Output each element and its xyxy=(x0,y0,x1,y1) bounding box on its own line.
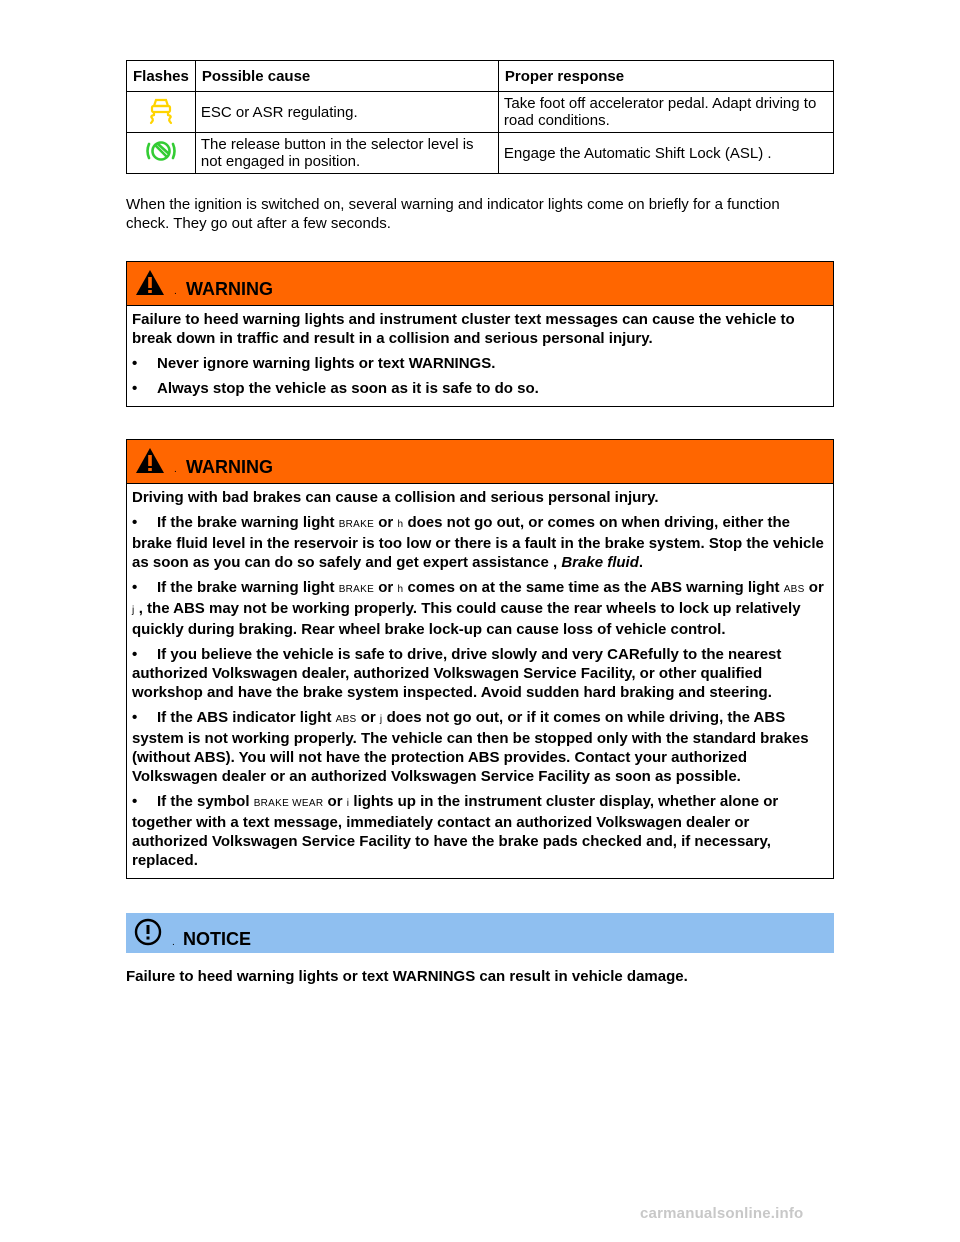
abs-symbol: ABS xyxy=(335,714,357,725)
bullet-icon: • xyxy=(132,514,138,531)
text: or xyxy=(374,579,398,596)
text: or xyxy=(374,514,398,531)
column-header-possible-cause: Possible cause xyxy=(195,61,498,92)
possible-cause-cell: ESC or ASR regulating. xyxy=(195,92,498,133)
manual-page xyxy=(126,60,834,985)
list-item xyxy=(132,792,828,870)
brake-symbol-alt: h xyxy=(397,584,404,595)
text: or xyxy=(356,709,380,726)
list-item xyxy=(132,645,828,702)
possible-cause-cell: The release button in the selector level is not engaged in position. xyxy=(195,133,498,174)
flash-indicator-table xyxy=(126,60,834,174)
header-marker: . xyxy=(174,464,177,475)
text: or xyxy=(804,579,824,596)
list-item xyxy=(132,578,828,639)
list-item xyxy=(132,513,828,572)
warning-body xyxy=(127,306,833,406)
bullet-icon: • xyxy=(132,355,138,372)
abs-symbol-alt: j xyxy=(379,714,383,725)
brake-symbol: BRAKE xyxy=(338,584,375,595)
notice-exclamation-icon xyxy=(134,918,162,946)
bullet-icon: • xyxy=(132,709,138,726)
header-marker: . xyxy=(174,286,177,297)
brake-wear-symbol-alt: i xyxy=(346,798,350,809)
intro-paragraph: When the ignition is switched on, several warning and indicator lights come on briefly for a function check. They go out after a few seconds. xyxy=(126,196,780,232)
list-item-text: Always stop the vehicle as soon as it is safe to do so. xyxy=(157,380,539,397)
warning-header xyxy=(127,440,833,484)
text: . xyxy=(638,554,644,571)
text: If the brake warning light xyxy=(157,514,339,531)
table-row xyxy=(127,133,834,174)
warning-lead: Driving with bad brakes can cause a collision and serious personal injury. xyxy=(132,489,659,506)
text: comes on at the same time as the ABS warning light xyxy=(403,579,784,596)
selector-lever-icon xyxy=(145,139,177,163)
text: does not go out, or if it comes on while driving, the ABS system is not working properly. The vehicle can then be stopped only with the standard brakes (without ABS). You will not have the protection ABS provides. Contact your authorized Volkswagen dealer or an authorized Volkswagen Service Facility as soon as possible. xyxy=(132,709,809,785)
watermark: carmanualsonline.info xyxy=(640,1205,804,1222)
text: If the brake warning light xyxy=(157,579,339,596)
abs-symbol: ABS xyxy=(783,584,805,595)
header-marker: . xyxy=(172,937,175,948)
column-header-proper-response: Proper response xyxy=(498,61,833,92)
brake-wear-symbol: BRAKE WEAR xyxy=(253,798,324,809)
notice-text: Failure to heed warning lights or text WARNINGS can result in vehicle damage. xyxy=(126,968,688,985)
list-item xyxy=(132,379,828,398)
text: If the ABS indicator light xyxy=(157,709,336,726)
proper-response-cell: Engage the Automatic Shift Lock (ASL) . xyxy=(498,133,833,174)
bullet-icon: • xyxy=(132,646,138,663)
text: does not go out, or comes on when driving, either the brake fluid level in the reservoir is too low or there is a fault in the brake system. Stop the vehicle as soon as you can do so safely and get expert assistance , xyxy=(132,514,824,571)
warning-lead: Failure to heed warning lights and instrument cluster text messages can cause the vehicle to break down in traffic and result in a collision and serious personal injury. xyxy=(132,311,795,347)
table-header-row xyxy=(127,61,834,92)
flash-icon-cell xyxy=(127,133,196,174)
text: or xyxy=(323,793,347,810)
table-row xyxy=(127,92,834,133)
bullet-icon: • xyxy=(132,579,138,596)
text: If the symbol xyxy=(157,793,254,810)
warning-box-traffic xyxy=(126,261,834,407)
esc-skid-icon xyxy=(148,95,174,125)
bullet-icon: • xyxy=(132,380,138,397)
warning-header xyxy=(127,262,833,306)
notice-title: NOTICE xyxy=(183,929,252,949)
text: , the ABS may not be working properly. This could cause the rear wheels to lock up relatively quickly during braking. Rear wheel brake lock-up can cause loss of vehicle control. xyxy=(132,600,801,638)
cross-reference: Brake fluid xyxy=(561,554,639,571)
bullet-icon: • xyxy=(132,793,138,810)
text: lights up in the instrument cluster display, whether alone or together with a text message, immediately contact an authorized Volkswagen dealer or authorized Volkswagen Service Facility to have the brake pads checked and, if necessary, replaced. xyxy=(132,793,779,869)
warning-triangle-icon xyxy=(135,447,165,474)
notice-header xyxy=(126,913,834,953)
flash-icon-cell xyxy=(127,92,196,133)
warning-body xyxy=(127,484,833,878)
text: If you believe the vehicle is safe to drive, drive slowly and very CARefully to the nearest authorized Volkswagen dealer, authorized Volkswagen Service Facility, or other qualified workshop and have the brake system inspected. Avoid sudden hard braking and steering. xyxy=(132,646,782,701)
brake-symbol-alt: h xyxy=(397,519,404,530)
column-header-flashes: Flashes xyxy=(127,61,196,92)
abs-symbol-alt: j xyxy=(132,605,135,616)
brake-symbol: BRAKE xyxy=(338,519,375,530)
proper-response-cell: Take foot off accelerator pedal. Adapt driving to road conditions. xyxy=(498,92,833,133)
warning-box-brakes xyxy=(126,439,834,879)
warning-title: WARNING xyxy=(186,279,273,299)
list-item xyxy=(132,708,828,786)
warning-title: WARNING xyxy=(186,457,273,477)
list-item xyxy=(132,354,828,373)
warning-triangle-icon xyxy=(135,269,165,296)
list-item-text: Never ignore warning lights or text WARNINGS. xyxy=(157,355,496,372)
